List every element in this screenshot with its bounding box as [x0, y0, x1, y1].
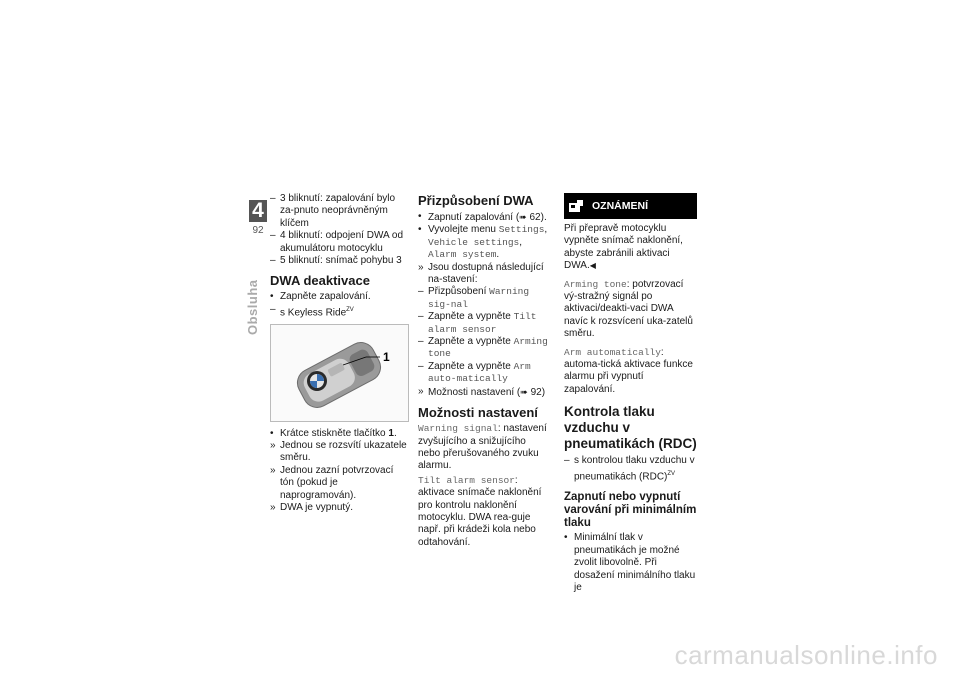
list-item: » Jednou se rozsvítí ukazatele směru. [270, 439, 407, 464]
paragraph: Arm automatically: automa-tická aktivace funkce alarmu při vypnutí zapalování. [564, 346, 693, 395]
notice-text: Při přepravě motocyklu vypněte snímač naklonění, abyste zabránili aktivaci DWA.◀ [564, 223, 683, 272]
list-item: – 3 bliknutí: zapalování bylo za-pnuto neoprávněným klíčem [270, 193, 396, 229]
key-fob-illustration [271, 325, 408, 421]
chapter-number: 4 [252, 199, 264, 222]
reference-arrow-icon: ➠ [519, 212, 527, 222]
list-item: – 4 bliknutí: odpojení DWA od akumulátoru motocyklu [270, 230, 404, 254]
watermark: carmanualsonline.info [674, 640, 938, 670]
notice-header [564, 193, 697, 219]
paragraph: Arming tone: potvrzovací vý-stražný signál po aktivaci/deakti-vaci DWA navíc k rozsvícení uka-zatelů směru. [564, 278, 693, 340]
list-item: – Zapněte a vypněte Arming tone [418, 336, 548, 360]
column-2 [418, 193, 550, 549]
list-item: » Jsou dostupná následující na-stavení: [418, 261, 544, 286]
list-item: » DWA je vypnutý. [270, 502, 353, 514]
list-item: – Přizpůsobení Warning sig-nal [418, 286, 530, 310]
notice-icon [568, 199, 584, 213]
heading-dwa-deactivate: DWA deaktivace [270, 273, 370, 289]
reference-arrow-icon: ➠ [520, 386, 528, 397]
list-item: – 5 bliknutí: snímač pohybu 3 [270, 255, 402, 267]
key-fob-image [270, 324, 409, 422]
paragraph: Warning signal: nastavení zvyšujícího a snižujícího nebo přerušovaného zvuku alarmu. [418, 423, 547, 472]
heading-min-pressure-warning: Zapnutí nebo vypnutí varování při minimálním tlaku [564, 491, 697, 530]
paragraph: Tilt alarm sensor: aktivace snímače naklonění pro kontrolu naklonění motocyklu. DWA rea-guje např. při krádeži kola nebo odtahování. [418, 474, 542, 548]
column-3 [564, 193, 697, 594]
column-1 [270, 193, 407, 514]
figure-label: 1 [383, 349, 390, 364]
list-item: – Zapněte a vypněte Arm auto-matically [418, 360, 531, 385]
end-mark-icon: ◀ [589, 261, 596, 271]
list-item: • Zapněte zapalování. [270, 291, 371, 303]
page-number: 92 [252, 225, 264, 236]
heading-settings-options: Možnosti nastavení [418, 405, 538, 421]
list-item: » Možnosti nastavení (➠ 92) [418, 385, 546, 398]
list-item: – Zapněte a vypněte Tilt alarm sensor [418, 311, 537, 335]
list-item: » Jednou zazní potvrzovací tón (pokud je naprogramován). [270, 464, 394, 501]
list-item: • Minimální tlak v pneumatikách je možné zvolit libovolně. Při dosažení minimálního tlaku je [564, 532, 696, 594]
notice-title: OZNÁMENÍ [592, 199, 648, 212]
section-label: Obsluha [245, 279, 260, 335]
list-item: – s Keyless Ride$^{ZV}$ [270, 303, 354, 319]
list-item: • Zapnutí zapalování (➠ 62). [418, 211, 547, 223]
heading-rdc: Kontrola tlaku vzduchu v pneumatikách (RDC) [564, 404, 697, 452]
heading-customize-dwa: Přizpůsobení DWA [418, 193, 534, 208]
list-item: • Vyvolejte menu Settings, Vehicle settings, Alarm system. [418, 224, 548, 261]
list-item: • Krátce stiskněte tlačítko 1. [270, 427, 397, 439]
list-item: – s kontrolou tlaku vzduchu v pneumatikách (RDC)$^{ZV}$ [564, 455, 695, 483]
